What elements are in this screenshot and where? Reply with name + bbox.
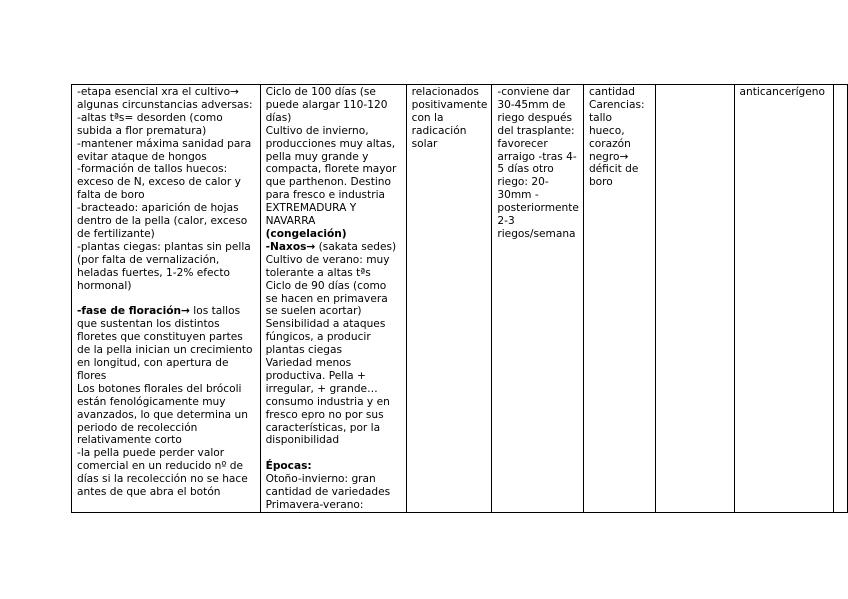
text-line: Los botones florales del brócoli están fenológicamente muy avanzados, lo que determina un periodo de recolección relativamente corto [77, 382, 248, 447]
text-line: -bracteado: aparición de hojas dentro de la pella (calor, exceso de fertilizante) [77, 202, 248, 240]
epocas-heading: Épocas: [265, 460, 312, 473]
text-line: -mantener máxima sanidad para evitar ataque de hongos [77, 137, 252, 163]
text-line: -conviene dar 30-45mm de riego después del trasplante: favorecer arraigo -tras 4-5 días otro riego: 20-30mm -posteriormente 2-3 riegos/semana [497, 86, 579, 240]
text-line: Cultivo de verano: muy tolerante a altas tªs [265, 253, 390, 279]
spacer [266, 447, 402, 460]
text-line: -altas tªs= desorden (como subida a flor prematura) [77, 111, 223, 137]
cell-phenology [72, 85, 261, 513]
cell-empty [655, 85, 734, 513]
floracion-text: los tallos que sustentan los distintos floretes que constituyen partes de la pella inician un crecimiento en longitud, con apertura de flores [77, 305, 253, 382]
text-line: cantidad [588, 86, 636, 98]
crop-info-table [71, 84, 848, 513]
spacer [77, 293, 256, 306]
table-row [72, 85, 848, 513]
naxos-line [266, 241, 402, 254]
cell-properties [734, 85, 834, 513]
naxos-text: (sakata sedes) [315, 240, 397, 253]
cell-radiation [406, 85, 492, 513]
naxos-heading: -Naxos→ [265, 240, 316, 253]
text-line: relacionados positivamente con la radicación solar [411, 86, 488, 150]
text-line: Variedad menos productiva. Pella + irregular, + grande… consumo industria y en fresco epro no por sus características, por la disponibilidad [265, 357, 390, 447]
text-line: Ciclo de 90 días (como se hacen en primavera se suelen acortar) [265, 279, 388, 318]
text-line: -la pella puede perder valor comercial en un reducido nº de días si la recolección no se hace antes de que abra el botón [77, 447, 248, 499]
text-line: -plantas ciegas: plantas sin pella (por falta de vernalización, heladas fuertes, 1-2% efecto hormonal) [77, 240, 251, 292]
text-line: Carencias: tallo hueco, corazón negro→ déficit de boro [588, 98, 645, 189]
text-line: Otoño-invierno: gran cantidad de variedades [265, 473, 391, 499]
text-line: Cultivo de invierno, producciones muy altas, pella muy grande y compacta, florete mayor que parthenon. Destino para fresco e industria EXTREMADURA Y NAVARRA [265, 124, 397, 228]
cell-deficiencies [583, 85, 655, 513]
text-line: Primavera-verano: [265, 498, 364, 511]
text-line: -formación de tallos huecos: exceso de N, exceso de calor y falta de boro [77, 163, 241, 202]
text-line: Sensibilidad a ataques fúngicos, a producir plantas ciegas [265, 318, 386, 357]
floracion-heading: -fase de floración→ [77, 305, 190, 318]
text-line: Ciclo de 100 días (se puede alargar 110-120 días) [265, 86, 388, 124]
cell-varieties [260, 85, 406, 513]
text-line: -etapa esencial xra el cultivo→ algunas circunstancias adversas: [77, 86, 253, 111]
floracion-paragraph [77, 305, 256, 382]
cell-irrigation [492, 85, 584, 513]
cell-edge [834, 85, 848, 513]
congelacion-label: (congelación) [265, 227, 347, 240]
text-line: anticancerígeno [739, 86, 825, 98]
